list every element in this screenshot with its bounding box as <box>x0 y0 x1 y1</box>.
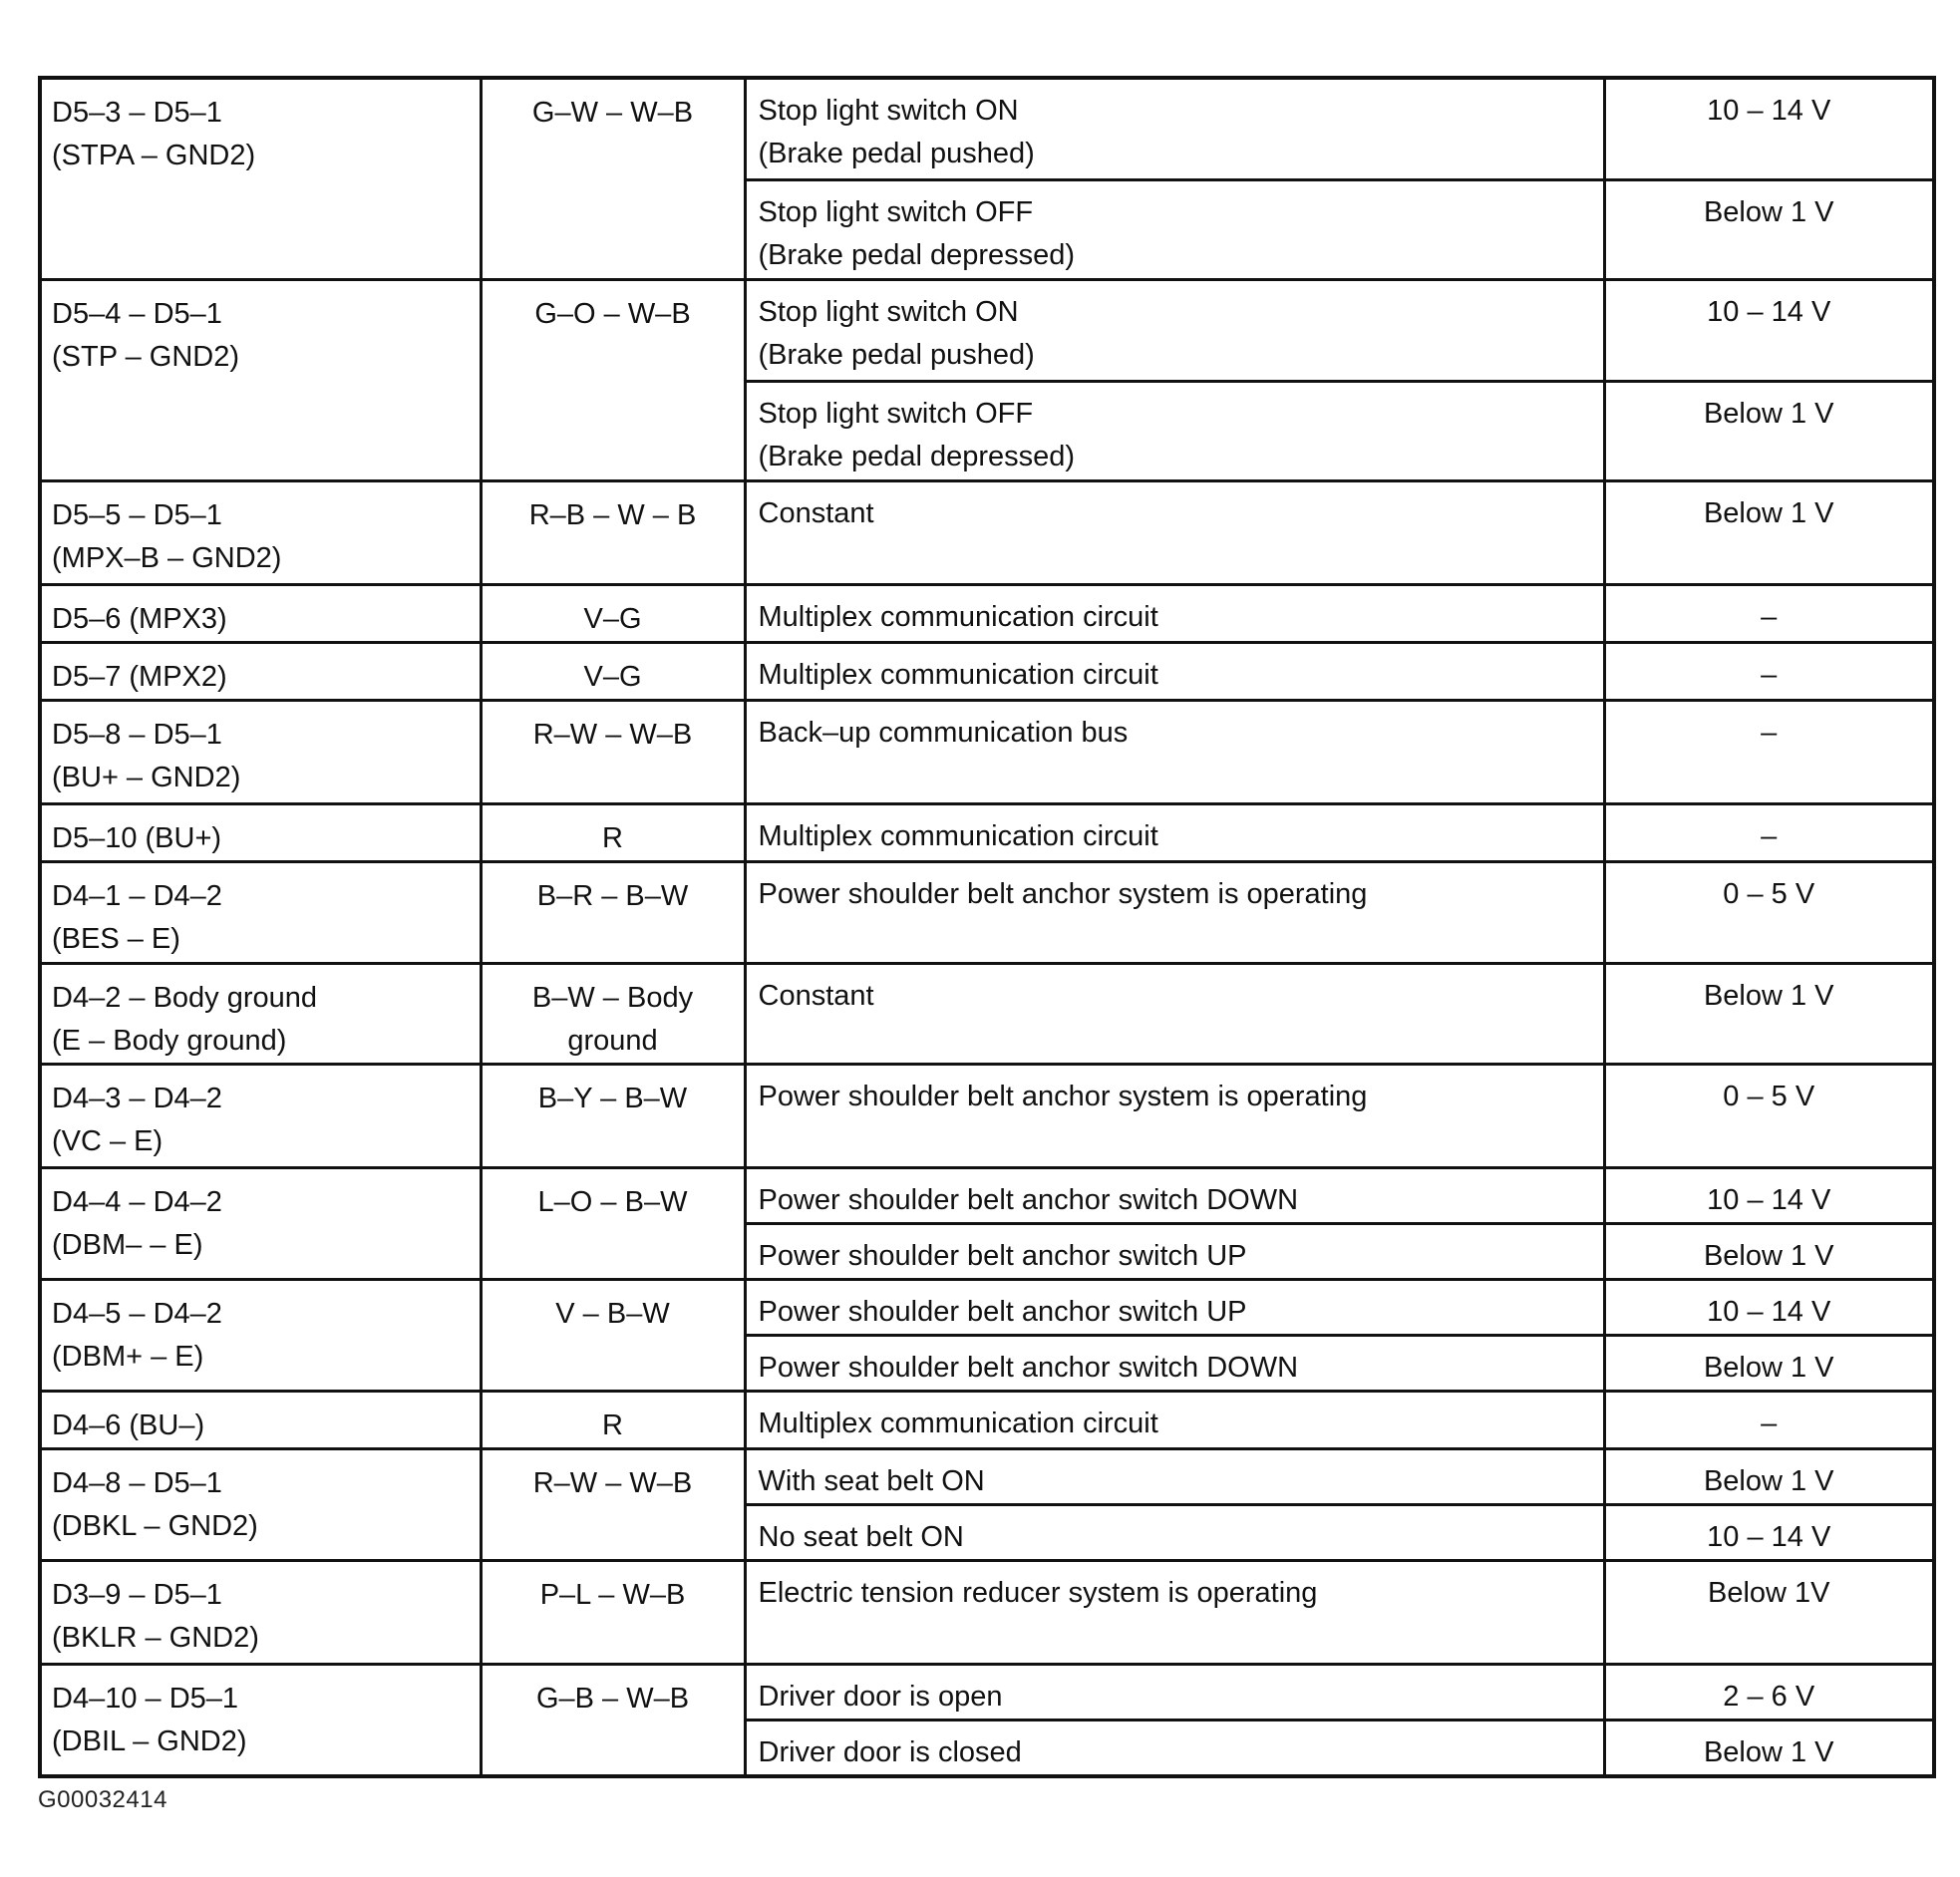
condition-cell <box>745 279 1604 381</box>
specified-value: Below 1 V <box>1703 1351 1834 1384</box>
wiring-color-label: B–Y – B–W <box>537 1082 688 1114</box>
wiring-color-label: R–W – W–B <box>532 718 693 751</box>
condition-cell <box>745 1560 1604 1664</box>
condition-cell <box>745 861 1604 963</box>
specified-value: Below 1 V <box>1703 1464 1834 1497</box>
specified-value: – <box>1761 600 1778 633</box>
specified-value-cell <box>1604 381 1934 480</box>
specified-value: – <box>1761 716 1778 749</box>
condition-label: Back–up communication bus <box>758 716 1129 749</box>
wiring-color-cell <box>481 1448 745 1560</box>
terminal-cell <box>40 1279 481 1391</box>
specified-value-cell <box>1604 1664 1934 1720</box>
specified-value-cell <box>1604 1064 1934 1167</box>
condition-cell <box>745 179 1604 279</box>
wiring-color-cell <box>481 1064 745 1167</box>
specified-value-cell <box>1604 78 1934 179</box>
wiring-color-cell <box>481 642 745 700</box>
terminal-label: D5–3 – D5–1 <box>52 97 222 129</box>
terminal-label: (E – Body ground) <box>52 1024 287 1057</box>
terminal-cell <box>40 1664 481 1776</box>
terminal-cell <box>40 861 481 963</box>
table-row <box>40 480 1934 584</box>
figure-id: G00032414 <box>38 1786 167 1813</box>
specified-value-cell <box>1604 279 1934 381</box>
condition-label: Multiplex communication circuit <box>758 1407 1158 1439</box>
condition-label: Multiplex communication circuit <box>758 600 1158 633</box>
terminal-label: D5–4 – D5–1 <box>52 297 222 330</box>
terminal-label: D4–1 – D4–2 <box>52 879 222 912</box>
specified-value: 10 – 14 V <box>1707 1183 1831 1216</box>
terminal-label: (BU+ – GND2) <box>52 761 241 793</box>
wiring-color-cell <box>481 1664 745 1776</box>
terminal-cell <box>40 963 481 1064</box>
condition-label: Multiplex communication circuit <box>758 819 1158 852</box>
specified-value: 10 – 14 V <box>1707 295 1831 328</box>
terminal-cell <box>40 1448 481 1560</box>
wiring-color-cell <box>481 1279 745 1391</box>
specified-value: 0 – 5 V <box>1723 1080 1815 1112</box>
condition-cell <box>745 1167 1604 1223</box>
table-row <box>40 1560 1934 1664</box>
specified-value: Below 1 V <box>1703 195 1834 228</box>
specified-value: Below 1 V <box>1703 397 1834 430</box>
condition-label: No seat belt ON <box>758 1520 964 1553</box>
specified-value: Below 1 V <box>1703 1239 1834 1272</box>
terminal-label: (DBM+ – E) <box>52 1340 204 1373</box>
condition-cell <box>745 963 1604 1064</box>
wiring-color-label: B–R – B–W <box>536 879 689 912</box>
condition-cell <box>745 803 1604 861</box>
table-row <box>40 584 1934 642</box>
terminal-voltage-table <box>38 76 1932 1778</box>
terminal-cell <box>40 642 481 700</box>
wiring-color-cell <box>481 803 745 861</box>
specified-value-cell <box>1604 642 1934 700</box>
terminal-label: (BKLR – GND2) <box>52 1621 259 1654</box>
condition-label: Power shoulder belt anchor switch DOWN <box>758 1351 1299 1384</box>
condition-label: Stop light switch OFF <box>758 397 1034 430</box>
specified-value: 10 – 14 V <box>1707 1520 1831 1553</box>
specified-value-cell <box>1604 1223 1934 1279</box>
wiring-color-label: V–G <box>583 660 642 693</box>
wiring-color-cell <box>481 1167 745 1279</box>
wiring-color-label: B–W – Body <box>531 981 694 1014</box>
specified-value-cell <box>1604 179 1934 279</box>
terminal-cell <box>40 78 481 279</box>
specified-value-cell <box>1604 1335 1934 1391</box>
condition-label: (Brake pedal depressed) <box>758 440 1076 472</box>
terminal-label: D3–9 – D5–1 <box>52 1578 222 1611</box>
terminal-label: D4–4 – D4–2 <box>52 1185 222 1218</box>
specified-value: 10 – 14 V <box>1707 1295 1831 1328</box>
table-row <box>40 803 1934 861</box>
terminal-label: (DBIL – GND2) <box>52 1724 247 1757</box>
condition-label: Multiplex communication circuit <box>758 658 1158 691</box>
condition-cell <box>745 700 1604 803</box>
terminal-label: D5–8 – D5–1 <box>52 718 222 751</box>
table-body <box>40 78 1934 1776</box>
wiring-color-label: ground <box>567 1024 658 1057</box>
wiring-color-cell <box>481 480 745 584</box>
terminal-label: (STPA – GND2) <box>52 140 256 171</box>
specified-value-cell <box>1604 1167 1934 1223</box>
wiring-color-label: R <box>602 1408 623 1441</box>
terminal-label: D4–6 (BU–) <box>52 1408 205 1441</box>
table-row <box>40 1664 1934 1720</box>
specified-value-cell <box>1604 584 1934 642</box>
table-row <box>40 963 1934 1064</box>
terminal-cell <box>40 803 481 861</box>
wiring-color-cell <box>481 78 745 279</box>
condition-label: Constant <box>758 979 874 1012</box>
condition-label: (Brake pedal depressed) <box>758 238 1076 271</box>
condition-label: Power shoulder belt anchor switch DOWN <box>758 1183 1299 1216</box>
specified-value: Below 1 V <box>1703 1735 1834 1768</box>
wiring-color-cell <box>481 1391 745 1448</box>
terminal-label: D4–8 – D5–1 <box>52 1466 222 1499</box>
table-row <box>40 1279 1934 1335</box>
terminal-label: D5–6 (MPX3) <box>52 602 227 635</box>
condition-cell <box>745 1335 1604 1391</box>
wiring-color-label: G–W – W–B <box>531 97 694 129</box>
terminal-label: (BES – E) <box>52 922 180 955</box>
condition-label: Power shoulder belt anchor switch UP <box>758 1239 1247 1272</box>
specified-value: – <box>1761 819 1778 852</box>
terminal-label: (STP – GND2) <box>52 340 240 373</box>
table-row <box>40 1448 1934 1504</box>
table-row <box>40 279 1934 381</box>
table-row <box>40 1064 1934 1167</box>
table-row <box>40 78 1934 179</box>
condition-cell <box>745 1279 1604 1335</box>
condition-cell <box>745 1223 1604 1279</box>
specified-value: 0 – 5 V <box>1723 877 1815 910</box>
terminal-cell <box>40 1064 481 1167</box>
condition-label: Electric tension reducer system is operating <box>758 1576 1318 1609</box>
condition-cell <box>745 78 1604 179</box>
condition-label: Power shoulder belt anchor system is operating <box>758 877 1368 910</box>
terminal-label: (DBM– – E) <box>52 1228 203 1261</box>
wiring-color-cell <box>481 963 745 1064</box>
specified-value: – <box>1761 1407 1778 1439</box>
table-row <box>40 1167 1934 1223</box>
wiring-color-label: V – B–W <box>555 1297 670 1330</box>
terminal-label: (MPX–B – GND2) <box>52 541 282 574</box>
terminal-label: (DBKL – GND2) <box>52 1509 258 1542</box>
wiring-color-label: G–B – W–B <box>535 1682 690 1715</box>
condition-cell <box>745 1664 1604 1720</box>
specified-value-cell <box>1604 861 1934 963</box>
condition-label: With seat belt ON <box>758 1464 985 1497</box>
table-row <box>40 1391 1934 1448</box>
specified-value-cell <box>1604 803 1934 861</box>
condition-label: Constant <box>758 496 874 529</box>
wiring-color-cell <box>481 1560 745 1664</box>
terminal-cell <box>40 1391 481 1448</box>
condition-cell <box>745 381 1604 480</box>
terminal-cell <box>40 1560 481 1664</box>
specified-value: 10 – 14 V <box>1707 95 1831 127</box>
specified-value-cell <box>1604 1391 1934 1448</box>
condition-cell <box>745 480 1604 584</box>
condition-cell <box>745 1448 1604 1504</box>
wiring-color-cell <box>481 584 745 642</box>
specified-value-cell <box>1604 1720 1934 1776</box>
terminal-label: D5–7 (MPX2) <box>52 660 227 693</box>
wiring-color-cell <box>481 279 745 480</box>
condition-cell <box>745 584 1604 642</box>
wiring-color-label: R–B – W – B <box>528 498 697 531</box>
condition-cell <box>745 642 1604 700</box>
condition-label: Driver door is closed <box>758 1735 1022 1768</box>
table-row <box>40 700 1934 803</box>
terminal-cell <box>40 279 481 480</box>
wiring-color-label: R <box>602 821 623 854</box>
condition-label: Stop light switch ON <box>758 95 1019 127</box>
specified-value-cell <box>1604 963 1934 1064</box>
condition-cell <box>745 1391 1604 1448</box>
spec-table <box>38 76 1936 1778</box>
table-row <box>40 861 1934 963</box>
terminal-cell <box>40 480 481 584</box>
specified-value-cell <box>1604 1448 1934 1504</box>
terminal-label: D4–2 – Body ground <box>52 981 318 1014</box>
wiring-color-cell <box>481 700 745 803</box>
table-row <box>40 642 1934 700</box>
condition-label: Stop light switch OFF <box>758 195 1034 228</box>
condition-label: (Brake pedal pushed) <box>758 338 1035 371</box>
terminal-cell <box>40 584 481 642</box>
condition-label: (Brake pedal pushed) <box>758 138 1035 169</box>
wiring-color-label: R–W – W–B <box>532 1466 693 1499</box>
condition-label: Driver door is open <box>758 1680 1003 1713</box>
wiring-color-label: P–L – W–B <box>539 1578 686 1611</box>
terminal-cell <box>40 1167 481 1279</box>
specified-value: Below 1 V <box>1703 979 1834 1012</box>
specified-value: Below 1 V <box>1703 496 1834 529</box>
wiring-color-cell <box>481 861 745 963</box>
wiring-color-label: V–G <box>583 602 642 635</box>
specified-value-cell <box>1604 1279 1934 1335</box>
specified-value: – <box>1761 658 1778 691</box>
condition-label: Stop light switch ON <box>758 295 1019 328</box>
condition-label: Power shoulder belt anchor system is operating <box>758 1080 1368 1112</box>
condition-cell <box>745 1720 1604 1776</box>
wiring-color-label: G–O – W–B <box>534 297 691 330</box>
specified-value-cell <box>1604 1560 1934 1664</box>
condition-cell <box>745 1504 1604 1560</box>
specified-value-cell <box>1604 1504 1934 1560</box>
specified-value: 2 – 6 V <box>1723 1680 1815 1713</box>
specified-value: Below 1V <box>1707 1576 1830 1609</box>
wiring-color-label: L–O – B–W <box>537 1185 688 1218</box>
condition-label: Power shoulder belt anchor switch UP <box>758 1295 1247 1328</box>
specified-value-cell <box>1604 700 1934 803</box>
terminal-cell <box>40 700 481 803</box>
terminal-label: D5–5 – D5–1 <box>52 498 222 531</box>
terminal-label: (VC – E) <box>52 1124 163 1157</box>
condition-cell <box>745 1064 1604 1167</box>
specified-value-cell <box>1604 480 1934 584</box>
terminal-label: D4–5 – D4–2 <box>52 1297 222 1330</box>
terminal-label: D4–3 – D4–2 <box>52 1082 222 1114</box>
terminal-label: D4–10 – D5–1 <box>52 1682 239 1715</box>
terminal-label: D5–10 (BU+) <box>52 821 222 854</box>
